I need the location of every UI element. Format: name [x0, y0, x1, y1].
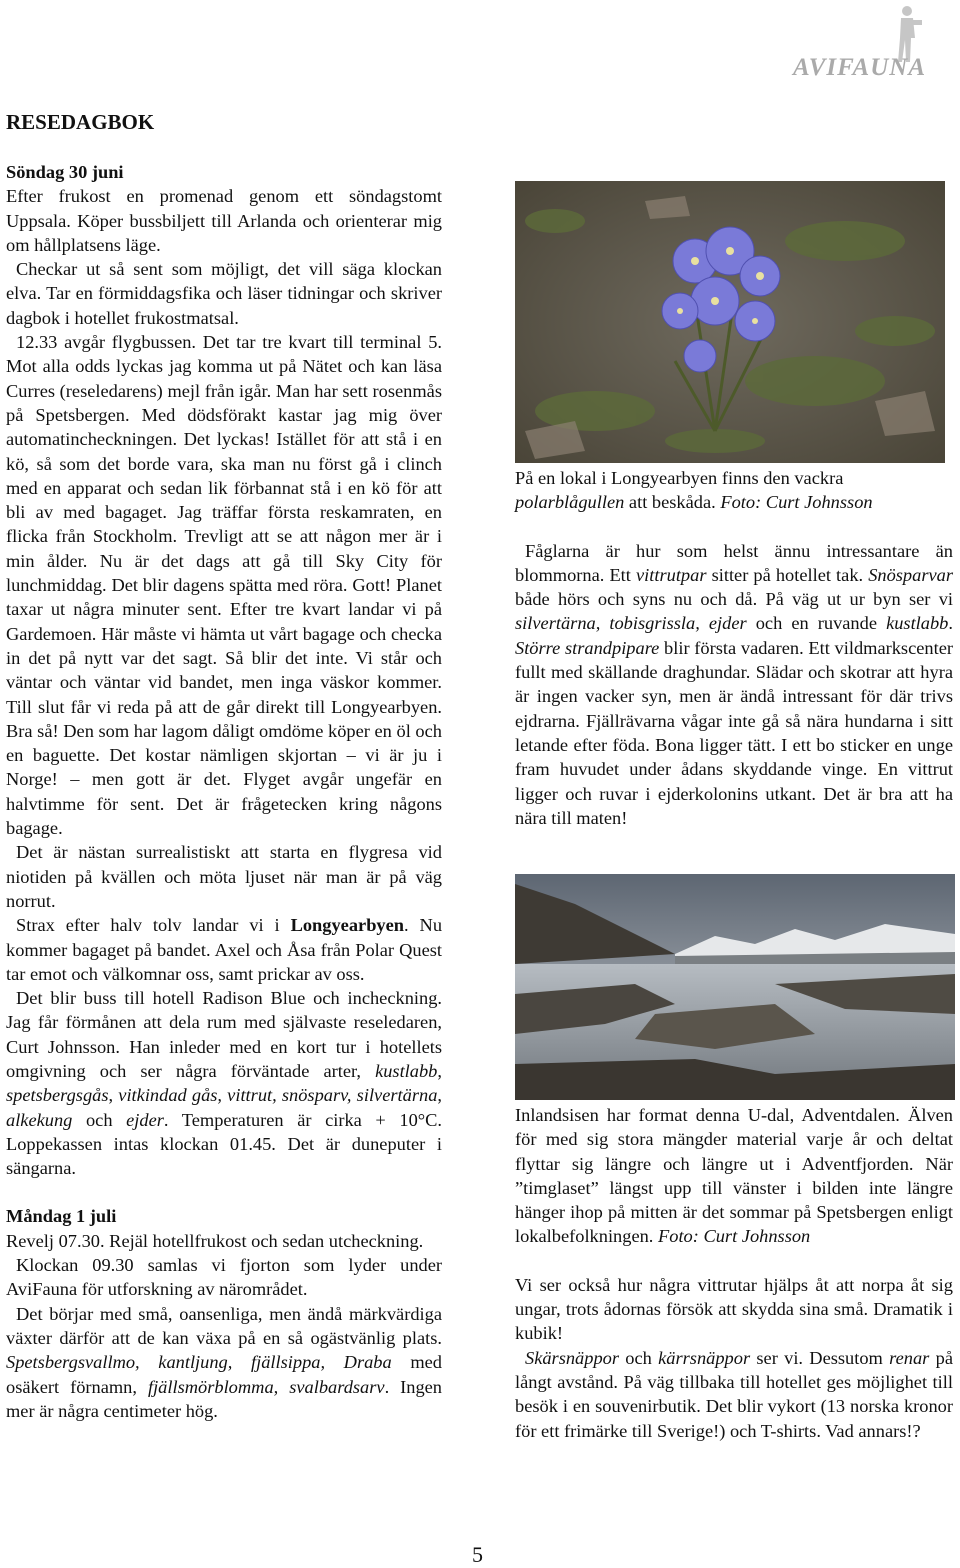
paragraph: Det blir buss till hotell Radison Blue och incheckning. Jag får förmånen att dela rum med självaste reseledaren, Curt Johnsson. Han inleder med en kort tur i hotellets omgivning och ser några förväntade arter, kustlabb, spetsbergsgås, vitkindad gås, vittrut, snösparv, silvertärna, alkekung och ejder. Temperaturen är cirka + 10°C. Loppekassen intas klockan 01.45. Det är duneputer i sängarna. — [6, 988, 443, 1179]
flower-photo-illustration — [515, 181, 945, 463]
paragraph: 12.33 avgår flygbussen. Det tar tre kvart till terminal 5. Mot alla odds lyckas jag komma ut på Nätet och kan läsa Curres (reseledarens) mejl från igår. Man har sett rosenmås på Spetsbergen. Med dödsförakt kastar jag mig över automatincheckningen. Det lyckas! Istället för att stå i en kö, så som det borde vara, ska man nu först gå i clinch med en apparat och sedan lik förbannat stå i en kö för att bli av med bagaget. Jag träffar första reskamraten, en flicka från Stockholm. Trevligt att se att någon mer är i min ålder. Nu är det dags att gå till Sky City för lunchmiddag. Det blir dagens spätta med röra. Gott! Planet taxar ut några minuter sent. Efter tre kvart landar vi på Gardemoen. Här måste vi hämta ut vårt bagage och checka in det på nytt var det sagt. Så blir det inte. Vi står och väntar och väntar vid bandet, men inga väskor kommer. Till slut får vi reda på att de går direkt till Longyearbyen. Bra så! Den som har lagom dåligt omdöme köper en öl och en baguette. Det kostar nämligen skjortan – vi är ju i Norge! – men gott är det. Flyget avgår ungefär en halvtimme för sent. Det är frågetecken kring någons bagage. — [6, 332, 442, 839]
paragraph: Strax efter halv tolv landar vi i Longyearbyen. Nu kommer bagaget på bandet. Axel och Åsa från Polar Quest tar emot och välkomnar oss, samt prickar av oss. — [6, 915, 443, 984]
photo-polarblagull — [515, 181, 945, 463]
photo-caption: Inlandsisen har format denna U-dal, Adventdalen. Älven för med sig stora mängder material varje år och deltat flyttar sig längre och längre ut i Adventfjorden. När ”timglaset” längst upp till vänster i bilden inte längre hänger ihop på mitten är det sommar på Spetsbergen enligt lokalbefolkningen. Foto: Curt Johnsson — [515, 1105, 953, 1247]
page-title: RESEDAGBOK — [6, 110, 155, 134]
day-heading-sunday: Söndag 30 juni — [6, 162, 124, 182]
valley-photo-illustration — [515, 874, 955, 1100]
paragraph: Det börjar med små, oansenliga, men ändå märkvärdiga växter därför att de kan växa på en så ogästvänlig plats. Spetsbergsvallmo, kantljung, fjällsippa, Draba med osäkert förnamn, fjällsmörblomma, svalbardsarv. Ingen mer är några centimeter hög. — [6, 1303, 443, 1421]
avifauna-logo — [782, 4, 932, 81]
paragraph: Vi ser också hur några vittrutar hjälps åt att norpa åt sig ungar, trots ådornas försök att skydda sina små. Dramatik i kubik! — [515, 1274, 953, 1344]
day-heading-monday: Måndag 1 juli — [6, 1206, 117, 1227]
photo-caption: På en lokal i Longyearbyen finns den vackra polarblågullen att beskåda. Foto: Curt Johnsson — [515, 468, 873, 513]
paragraph: Efter frukost en promenad genom ett söndagstomt Uppsala. Köper bussbiljett till Arlanda och orienterar mig om hållplatsens läge. — [6, 186, 442, 255]
paragraph: Checkar ut så sent som möjligt, det vill säga klockan elva. Tar en förmiddagsfika och läser tidningar och skriver dagbok i hotellet frukostmatsal. — [6, 259, 442, 328]
right-column-upper — [515, 466, 953, 830]
page-number: 5 — [472, 1542, 483, 1567]
left-column — [6, 160, 442, 1423]
paragraph: Skärsnäppor och kärrsnäppor ser vi. Dessutom renar på långt avstånd. På väg tillbaka till hotellet ges möjlighet till besök i en souvenirbutik. Det blir vykort (13 norska kronor för ett frimärke till Sverige!) och T-shirts. Vad annars!? — [515, 1347, 953, 1441]
paragraph: Revelj 07.30. Rejäl hotellfrukost och sedan utcheckning. — [6, 1230, 424, 1251]
paragraph: Klockan 09.30 samlas vi fjorton som lyder under AviFauna för utforskning av närområdet. — [6, 1255, 442, 1300]
paragraph: Det är nästan surrealistiskt att starta en flygresa vid niotiden på kvällen och möta ljuset när man är på väg norrut. — [6, 842, 442, 911]
logo-text: AVIFAUNA — [792, 54, 926, 81]
right-column-lower — [515, 1103, 953, 1443]
photo-adventdalen — [515, 874, 955, 1100]
paragraph: Fåglarna är hur som helst ännu intressantare än blommorna. Ett vittrutpar sitter på hotellet tak. Snösparvar både hörs och syns nu och då. På väg ut ur byn ser vi silvertärna, tobisgrissla, ejder och en ruvande kustlabb. Större strandpipare blir första vadaren. Ett vildmarkscenter fullt med skällande draghundar. Slädar och skotrar att hyra är ingen vacker syn, men är ändå intressant för där trivs ejdrarna. Fjällrävarna vågar inte gå så nära hundarna i sitt letande efter föda. Bona ligger tätt. I ett bo sticker en unge fram huvudet under ådans skyddande vinge. En vittrut ligger och ruvar i ejderkolonins utkant. Det är bra att ha nära till maten! — [515, 540, 953, 828]
